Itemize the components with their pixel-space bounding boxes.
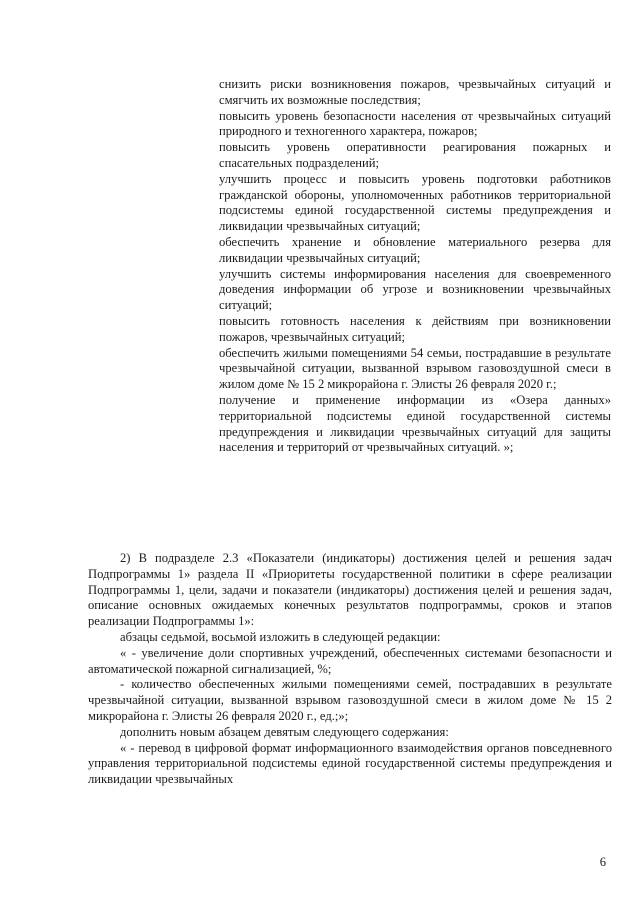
goal-item: повысить уровень безопасности населения от чрезвычайных ситуаций природного и техногенного характера, пожаров; bbox=[219, 108, 611, 139]
goal-item: повысить уровень оперативности реагирования пожарных и спасательных подразделений; bbox=[219, 140, 611, 170]
main-text bbox=[88, 551, 612, 788]
goal-item: улучшить системы информирования населения для своевременного доведения информации об угрозе и возникновении чрезвычайных ситуаций; bbox=[219, 266, 611, 313]
paragraph: « - перевод в цифровой формат информационного взаимодействия органов повседневного управления территориальной подсистемы единой государственной системы предупреждения и ликвидации чрезвычайных bbox=[88, 740, 612, 787]
paragraph: 2) В подразделе 2.3 «Показатели (индикаторы) достижения целей и решения задач Подпрограммы 1» раздела II «Приоритеты государственной политики в сфере реализации Подпрограммы 1, цели, задачи и показатели (индикаторы) достижения целей и решения задач, описание основных ожидаемых конечных результатов подпрограммы, сроков и этапов реализации Подпрограммы 1»: bbox=[88, 551, 612, 629]
goal-item: снизить риски возникновения пожаров, чрезвычайных ситуаций и смягчить их возможные последствия; bbox=[219, 77, 611, 107]
goals-list bbox=[219, 77, 611, 456]
paragraph: - количество обеспеченных жилыми помещениями семей, пострадавших в результате чрезвычайной ситуации, вызванной взрывом газовоздушной смеси в жилом доме № 15 2 микрорайона г. Элисты 26 февраля 2020 г., ед.;»; bbox=[88, 677, 612, 723]
goal-item: обеспечить хранение и обновление материального резерва для ликвидации чрезвычайных ситуаций; bbox=[219, 234, 611, 265]
page-number: 6 bbox=[599, 855, 606, 869]
goal-item: повысить готовность населения к действиям при возникновении пожаров, чрезвычайных ситуаций; bbox=[219, 313, 611, 344]
paragraph: « - увеличение доли спортивных учреждений, обеспеченных системами безопасности и автоматической пожарной сигнализацией, %; bbox=[88, 645, 612, 676]
paragraph: дополнить новым абзацем девятым следующего содержания: bbox=[120, 724, 449, 739]
goal-item: обеспечить жилыми помещениями 54 семьи, пострадавшие в результате чрезвычайной ситуации, вызванной взрывом газовоздушной смеси в жилом доме № 15 2 микрорайона г. Элисты 26 февраля 2020 г.; bbox=[219, 345, 611, 392]
goal-item: улучшить процесс и повысить уровень подготовки работников гражданской обороны, уполномоченных работников территориальной подсистемы единой государственной системы предупреждения и ликвидации чрезвычайных ситуаций; bbox=[219, 171, 611, 234]
goal-item: получение и применение информации из «Озера данных» территориальной подсистемы единой государственной системы предупреждения и ликвидации чрезвычайных ситуаций для защиты населения и территорий от чрезвычайных ситуаций. »; bbox=[219, 392, 611, 455]
paragraph: абзацы седьмой, восьмой изложить в следующей редакции: bbox=[120, 629, 441, 644]
